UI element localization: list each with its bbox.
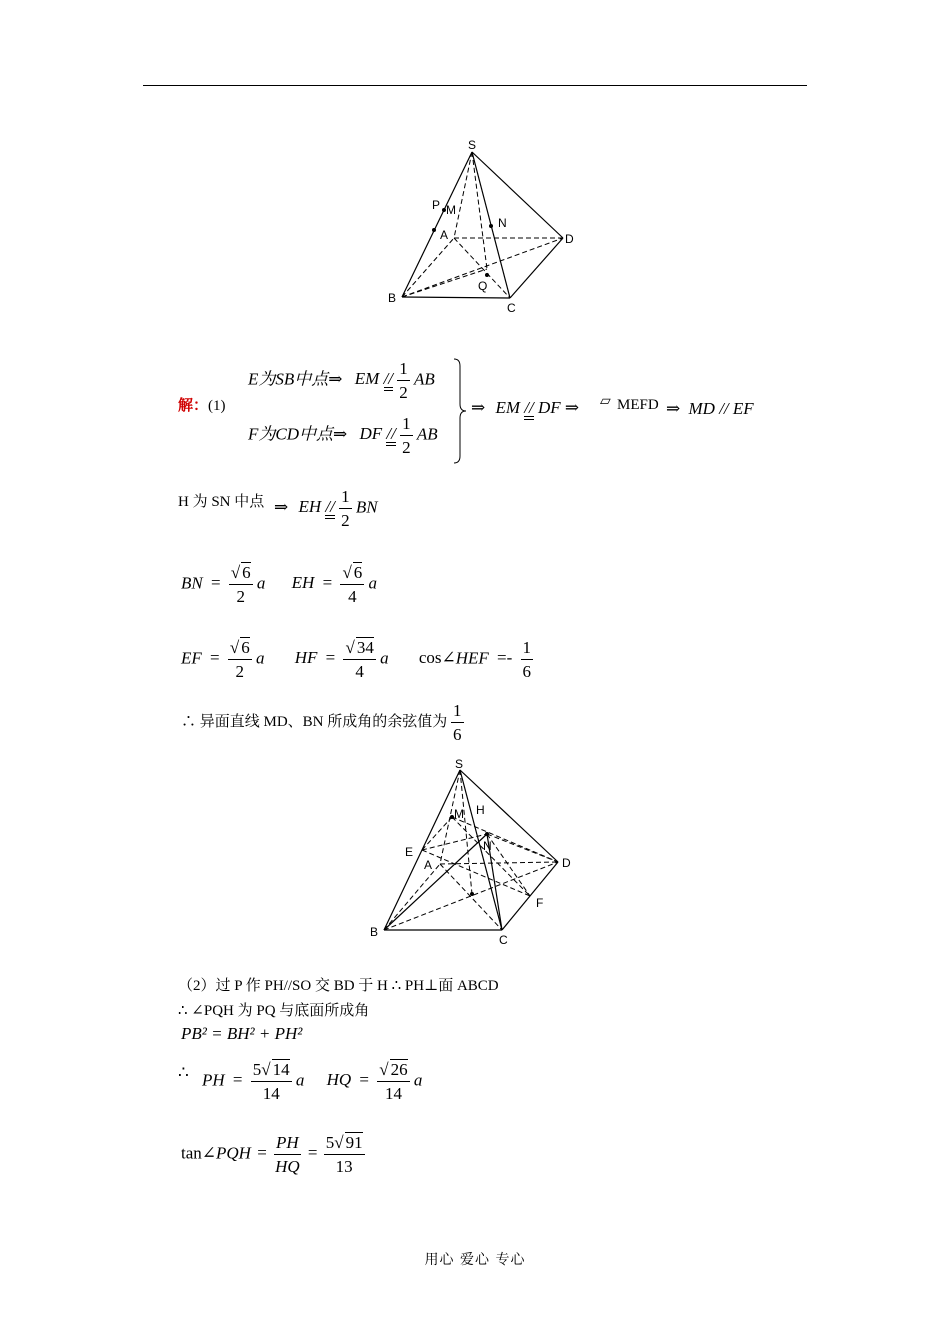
- eq-line-f: F为CD中点⇒ DF // $\frac{1}{2}$ AB: [248, 414, 438, 457]
- therefore-cosine: ∴ 异面直线 MD、BN 所成角的余弦值为 $\frac{1}{6}$: [181, 701, 462, 744]
- label2-n: N: [483, 839, 492, 853]
- label-q: Q: [478, 279, 488, 293]
- mefd-text: MEFD: [617, 397, 659, 413]
- label-n: N: [498, 216, 507, 230]
- label-a: A: [440, 228, 449, 242]
- ef-hf-cos-values: EF = $\frac{√ 6}{2}$ a HF = $\frac{√ 34}{4}$ a cos∠HEF =- $\frac{1}{6}$: [181, 638, 532, 681]
- label2-m: M: [454, 807, 464, 821]
- bn-eh-values: BN = $\frac{√ 6}{2}$ a EH = $\frac{√ 6}{4}$ a: [181, 563, 378, 606]
- label2-h: H: [476, 803, 485, 817]
- label2-a: A: [424, 858, 433, 872]
- label-m: M: [446, 203, 456, 217]
- pb-squared-eq: PB² = BH² + PH²: [181, 1024, 303, 1043]
- label-s: S: [468, 138, 477, 152]
- label2-s: S: [455, 757, 464, 771]
- tan-pqh-eq: tan∠PQH = $\frac{PH}{HQ}$ = $\frac{5√ 91}{13}$: [181, 1133, 363, 1176]
- eh-parallel-eq: ⇒ EH // $\frac{1}{2}$ BN: [274, 487, 378, 530]
- label-d: D: [565, 232, 574, 246]
- part2-line1: （2）过 P 作 PH//SO 交 BD 于 H ∴ PH⊥面 ABCD: [178, 978, 499, 994]
- label-b: B: [388, 291, 397, 305]
- label-p: P: [432, 198, 441, 212]
- label2-f: F: [536, 896, 544, 910]
- label2-e: E: [405, 845, 414, 859]
- therefore-symbol: ∴: [178, 1063, 189, 1082]
- solution-label: 解：(1): [178, 398, 226, 414]
- eq-conclusion: ⇒ EM // DF ⇒: [471, 398, 579, 420]
- part2-line2: ∴ ∠PQH 为 PQ 与底面所成角: [178, 1003, 370, 1019]
- ph-hq-values: PH = $\frac{5√ 14}{14}$ a HQ = $\frac{√ 26}{14}$ a: [202, 1060, 423, 1103]
- label2-d: D: [562, 856, 571, 870]
- right-brace: [452, 358, 468, 464]
- page-footer: 用心 爱心 专心: [424, 1252, 526, 1268]
- figure-pyramid-1: [380, 132, 590, 317]
- header-rule: [143, 85, 807, 86]
- eq-line-e: E为SB中点⇒ EM // $\frac{1}{2}$ AB: [248, 359, 435, 402]
- figure-pyramid-2: [362, 752, 582, 952]
- label-c: C: [507, 301, 516, 315]
- parallelogram-symbol: ▱: [600, 394, 611, 409]
- h-midpoint-text: H 为 SN 中点: [178, 494, 265, 510]
- label2-b: B: [370, 925, 379, 939]
- md-parallel-ef: ⇒ MD // EF: [666, 399, 754, 418]
- label2-c: C: [499, 933, 508, 947]
